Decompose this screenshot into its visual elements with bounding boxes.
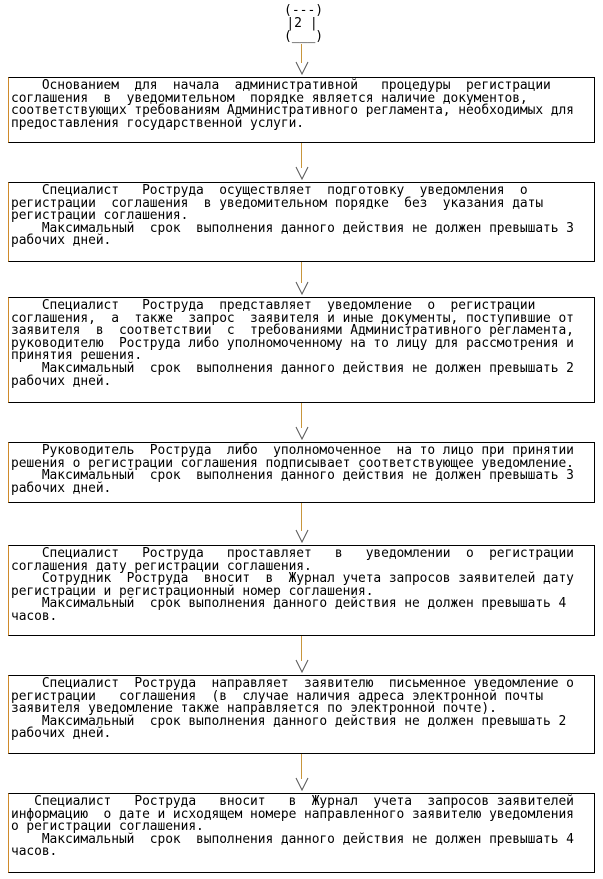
arrow-head-icon <box>294 281 310 295</box>
step-text-line: регистрации и регистрационный номер соглашения. <box>11 583 374 599</box>
arrow-stem <box>301 754 302 779</box>
flow-arrow <box>294 403 310 442</box>
step-text-line: Специалист Роструда осуществляет подготовку уведомления о <box>11 183 528 198</box>
procedure-step-box <box>8 675 595 754</box>
step-text-line: принятия решения. <box>11 348 143 364</box>
step-text-line: соответствующих требованиям Административного регламента, необходимых для <box>11 103 574 119</box>
step-text-line: Максимальный срок выполнения данного действия не должен превышать 3 <box>11 220 574 236</box>
step-text-line: Специалист Роструда проставляет в уведомлении о регистрации <box>11 546 574 561</box>
procedure-step-box <box>8 442 595 503</box>
flow-arrow <box>294 262 310 297</box>
step-text-line: рабочих дней. <box>11 373 112 389</box>
arrow-stem <box>301 143 302 168</box>
arrow-head-icon <box>294 777 310 791</box>
flow-arrow <box>294 636 310 675</box>
step-text-line: Максимальный срок выполнения данного действия не должен превышать 2 <box>11 713 567 729</box>
flow-arrow <box>294 503 310 545</box>
arrow-head-icon <box>294 61 310 75</box>
step-text-line: часов. <box>11 844 58 860</box>
step-text-line: регистрации соглашения в уведомительном порядке без указания даты <box>11 195 544 211</box>
step-text-line: заявителя в соответствии с требованиями Административного регламента, <box>11 323 574 339</box>
step-text-line: руководителю Роструда либо уполномоченному на то лицу для рассмотрения и <box>11 335 574 351</box>
step-text-line: соглашения дату регистрации соглашения. <box>11 558 312 574</box>
step-text-line: информацию о дате и исходящем номере направленного заявителю уведомления <box>11 806 574 822</box>
arrow-stem <box>301 636 302 661</box>
step-text-line: предоставления государственной услуги. <box>11 115 305 131</box>
connector-label: |2 | <box>286 16 318 31</box>
step-text-line: соглашения в уведомительном порядке является наличие документов, <box>11 90 528 106</box>
arrow-stem <box>301 262 302 283</box>
arrow-head-icon <box>294 166 310 180</box>
step-text-line: заявителя уведомление также направляется по электронной почте). <box>11 701 497 717</box>
step-text-line: Максимальный срок выполнения данного действия не должен превышать 3 <box>11 468 574 484</box>
step-text-line: рабочих дней. <box>11 480 112 496</box>
arrow-head-icon <box>294 529 310 543</box>
step-text-line: Специалист Роструда направляет заявителю письменное уведомление о <box>11 676 574 691</box>
connector-top: (---) <box>284 3 324 18</box>
step-text-line: решения о регистрации соглашения подписывает соответствующее уведомление. <box>11 455 574 471</box>
step-text-line: Максимальный срок выполнения данного действия не должен превышать 4 <box>11 831 574 847</box>
step-text-line: Специалист Роструда вносит в Журнал учета запросов заявителей <box>11 794 574 809</box>
step-text-line: соглашения, а также запрос заявителя и иные документы, поступившие от <box>11 310 574 326</box>
step-text-line: о регистрации соглашения. <box>11 819 204 835</box>
procedure-step-box <box>8 182 595 262</box>
flow-arrow <box>294 754 310 793</box>
connector-2 <box>284 3 324 44</box>
procedure-step-box <box>8 545 595 636</box>
step-text-line: часов. <box>11 608 58 624</box>
procedure-step-box <box>8 297 595 403</box>
step-text-line: регистрации соглашения (в случае наличия адреса электронной почты <box>11 688 544 704</box>
arrow-stem <box>301 403 302 428</box>
flow-arrow <box>294 44 310 77</box>
step-text-line: Сотрудник Роструда вносит в Журнал учета запросов заявителей дату <box>11 571 574 587</box>
step-text-line: Специалист Роструда представляет уведомление о регистрации <box>11 298 536 313</box>
step-text-line: рабочих дней. <box>11 726 112 742</box>
connector-bottom: (___) <box>284 29 324 44</box>
step-text-line: Руководитель Роструда либо уполномоченное на то лицо при принятии <box>11 443 574 458</box>
step-text-line: регистрации соглашения. <box>11 208 189 224</box>
step-text-line: Основанием для начала административной процедуры регистрации <box>11 78 551 93</box>
step-text-line: Максимальный срок выполнения данного действия не должен превышать 2 <box>11 360 574 376</box>
arrow-head-icon <box>294 659 310 673</box>
flow-arrow <box>294 143 310 182</box>
step-text-line: рабочих дней. <box>11 233 112 249</box>
procedure-step-box <box>8 793 595 873</box>
arrow-head-icon <box>294 426 310 440</box>
procedure-step-box <box>8 77 595 143</box>
step-text-line: Максимальный срок выполнения данного действия не должен превышать 4 <box>11 596 567 612</box>
arrow-stem <box>301 503 302 531</box>
